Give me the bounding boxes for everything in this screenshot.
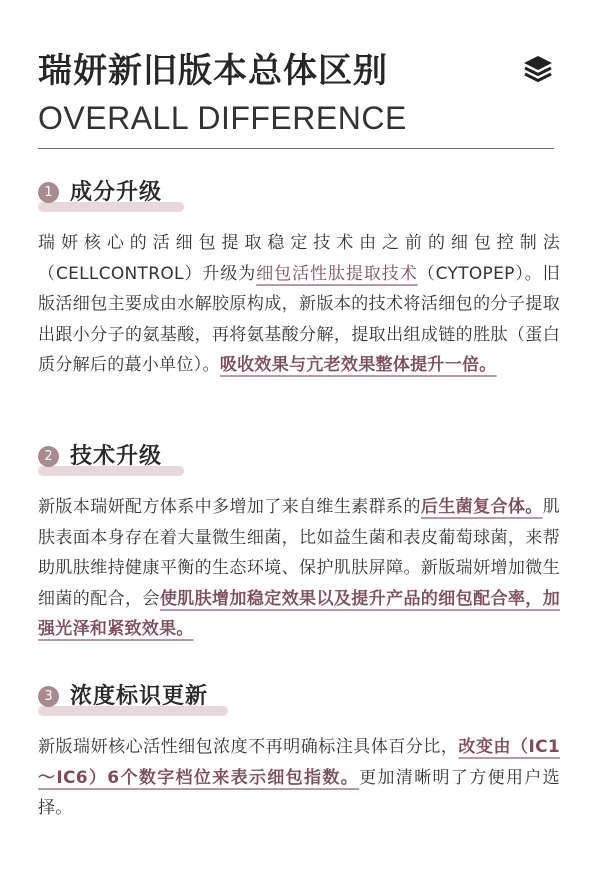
layers-icon	[522, 54, 554, 88]
page-title: 瑞妍新旧版本总体区别	[38, 51, 388, 91]
body-text: 瑞妍核心的活细包提取稳定技术由之前的细包控制法（CELLCONTROL）升级为	[38, 233, 560, 284]
body-text: 肌肤表面本身存在着大量微生细菌，比如益生菌和表皮葡萄球菌，来帮助肌肤维持健康平衡的生态环境、保护肌肤屏障。新版瑞妍增加微生细菌的配合，会	[38, 497, 560, 609]
section-heading	[38, 682, 560, 722]
highlight-text: 后生菌复合体。	[420, 497, 543, 517]
highlight-text: 吸收效果与亢老效果整体提升一倍。	[219, 355, 497, 375]
body-text: （CYTOPEP）。旧版活细包主要成由水解胶原构成，新版本的技术将活细包的分子提取出跟小分子的氨基酸，再将氨基酸分解，提取出组成链的胜肽（蛋白质分解后的蕞小单位）。	[38, 263, 561, 375]
section-body	[38, 492, 560, 645]
section-number-badge: 3	[38, 686, 59, 707]
page-subtitle: OVERALL DIFFERENCE	[38, 100, 407, 136]
highlight-text: 使肌肤增加稳定效果以及提升产品的细包配合率，加强光泽和紧致效果。	[38, 588, 560, 639]
section-number-badge: 2	[38, 446, 59, 467]
section-title: 浓度标识更新	[70, 684, 209, 709]
section-concentration-label-update	[38, 682, 560, 824]
highlight-text: 改变由（IC1～IC6）6个数字档位来表示细包指数。	[38, 737, 561, 788]
body-text: 新版本瑞妍配方体系中多增加了来自维生素群系的	[38, 497, 421, 517]
highlight-text: 细包活性肽提取技术	[256, 263, 418, 284]
section-body	[38, 228, 560, 381]
body-text: 更加清晰明了方便用户选择。	[38, 767, 560, 818]
header	[38, 48, 562, 138]
section-technology-upgrade	[38, 442, 560, 645]
header-divider	[38, 148, 554, 149]
section-title: 成分升级	[70, 180, 163, 205]
section-heading	[38, 178, 560, 218]
body-text: 新版瑞妍核心活性细包浓度不再明确标注具体百分比，	[38, 737, 459, 757]
section-ingredient-upgrade	[38, 178, 560, 381]
section-title: 技术升级	[70, 444, 163, 469]
section-number-badge: 1	[38, 182, 59, 203]
section-heading	[38, 442, 560, 482]
section-body	[38, 732, 560, 824]
